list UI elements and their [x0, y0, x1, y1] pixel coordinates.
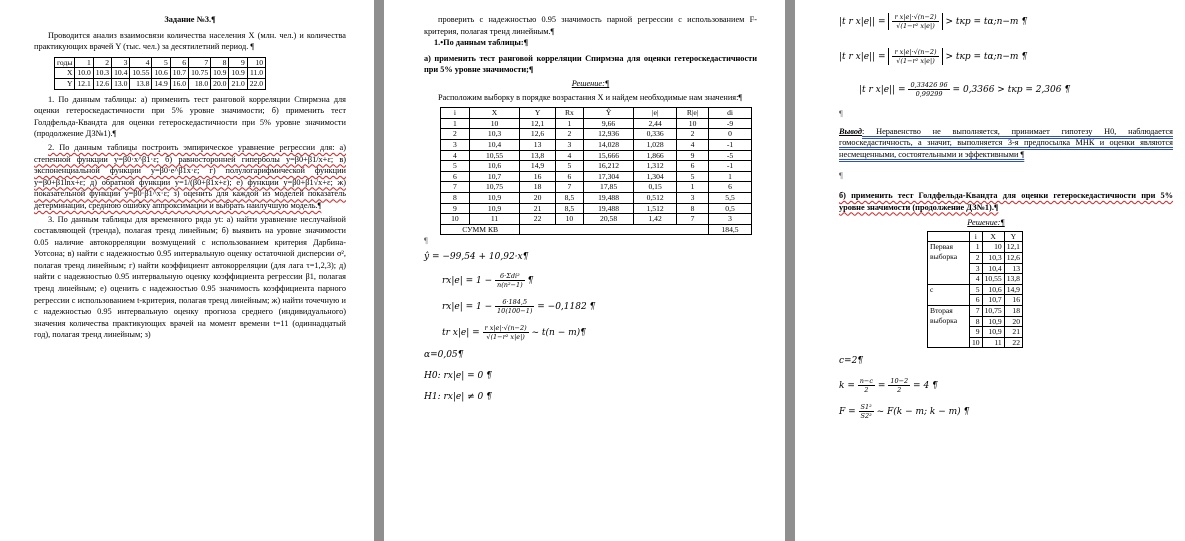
table-header-cell: Y	[520, 108, 556, 119]
source-data-table	[54, 57, 266, 90]
table-cell: 20	[1004, 316, 1022, 327]
table-row	[441, 150, 752, 161]
table-header-cell: 6	[170, 57, 188, 68]
table-cell: 1,866	[634, 150, 677, 161]
table-cell: 10,3	[982, 252, 1004, 263]
sum-value: 184,5	[709, 224, 752, 235]
task-title: Задание №3.¶	[164, 15, 216, 24]
table-cell: 16	[520, 171, 556, 182]
table-cell: 0,336	[634, 129, 677, 140]
table-cell: 10,9	[982, 327, 1004, 338]
table-header-cell: 4	[130, 57, 152, 68]
table-row	[441, 118, 752, 129]
table-header-cell: 1	[75, 57, 93, 68]
table-row	[928, 284, 1023, 295]
sum-label: СУММ КВ	[441, 224, 520, 235]
table-cell: 20	[520, 192, 556, 203]
table-cell: 16	[1004, 295, 1022, 306]
table-header-row	[441, 108, 752, 119]
table-cell: 10,9	[469, 203, 520, 214]
table-header-cell: di	[709, 108, 752, 119]
table-cell: 5	[555, 161, 583, 172]
table-cell: 13,8	[520, 150, 556, 161]
table-header-cell: 5	[152, 57, 170, 68]
table-cell: 13	[520, 139, 556, 150]
table-cell: 10,6	[469, 161, 520, 172]
table-cell: 12.1	[75, 78, 93, 89]
table-cell: 1	[677, 182, 709, 193]
table-cell: 6	[555, 171, 583, 182]
table-cell: 14,9	[1004, 284, 1022, 295]
inequality-3: |t r x|e|| = $\frac{0,33426 96}{0,99299}$ = 0,3366 > tкр = 2,306 ¶	[859, 81, 1071, 98]
pilcrow: ¶	[839, 171, 843, 181]
hypothesis-h0: H0: rx|e| = 0 ¶	[424, 371, 492, 382]
table-cell: 14.9	[152, 78, 170, 89]
table-cell: 2	[677, 129, 709, 140]
table-cell: 3	[709, 214, 752, 225]
table-cell: 16,212	[583, 161, 633, 172]
table-row	[441, 161, 752, 172]
table-cell: 9,66	[583, 118, 633, 129]
alpha-value: α=0,05¶	[424, 350, 464, 361]
table-cell: 20,58	[583, 214, 633, 225]
table-cell: 10,55	[469, 150, 520, 161]
table-cell: 0,512	[634, 192, 677, 203]
table-cell: 5	[970, 284, 983, 295]
table-cell: 8	[441, 192, 470, 203]
table-cell: 18	[1004, 305, 1022, 316]
table-cell: 2	[555, 129, 583, 140]
table-cell: 7	[677, 214, 709, 225]
table-cell: 14,028	[583, 139, 633, 150]
spearman-table	[440, 107, 752, 235]
table-cell: 10	[441, 214, 470, 225]
table-cell: 5	[677, 171, 709, 182]
table-cell: 22.0	[247, 78, 265, 89]
table-cell: 10	[982, 242, 1004, 253]
task-b-heading: б) применить тест Голдфельда-Квандта для оценки гетероскедастичности при 5% уровне значимости (продолжение ДЗ№1).¶	[839, 190, 1173, 212]
table-cell: 10,55	[982, 274, 1004, 285]
group-label: Вторая выборка	[928, 305, 970, 347]
table-cell: 10	[469, 118, 520, 129]
table-header-cell: 2	[93, 57, 111, 68]
table-row	[55, 68, 266, 79]
table-cell: 1,512	[634, 203, 677, 214]
table-cell: 1	[555, 118, 583, 129]
table-cell: 10.3	[93, 68, 111, 79]
table-cell: -5	[709, 150, 752, 161]
table-header-cell: i	[441, 108, 470, 119]
k-formula: k = $\frac{n-c}{2}$ = $\frac{10-2}{2}$ = 4 ¶	[839, 376, 938, 394]
table-cell: 21	[1004, 327, 1022, 338]
spearman-formula: rx|e| = 1 − $\frac{\text{6·Σdi²}}{\text{n(n²−1)}}$ ¶	[442, 272, 534, 290]
table-row	[441, 182, 752, 193]
sum-empty	[520, 224, 709, 235]
table-cell: 21	[520, 203, 556, 214]
table-cell: 10.7	[170, 68, 188, 79]
inequality-2: |t r x|e|| = $\frac{\text{r x|e|·√(n−2)}}{\text{√(1−r² x|e|)}}$ > tкр = tα;n−m ¶	[839, 48, 1028, 65]
continued-paragraph: проверить с надежностью 0.95 значимость парной регрессии с использованием F-критерия, полагая тренд линейным.¶	[424, 15, 757, 36]
table-cell: X	[55, 68, 75, 79]
table-cell: 11.0	[247, 68, 265, 79]
table-cell: -1	[709, 161, 752, 172]
table-cell: 11	[469, 214, 520, 225]
table-cell: 3	[441, 139, 470, 150]
table-header-cell: X	[982, 231, 1004, 242]
table-cell: 2	[441, 129, 470, 140]
table-cell: 10.4	[112, 68, 130, 79]
table-cell: 13.8	[130, 78, 152, 89]
table-header-row	[928, 231, 1023, 242]
table-cell: 12.6	[93, 78, 111, 89]
table-cell: 6	[441, 171, 470, 182]
table-header-row	[55, 57, 266, 68]
table-cell: -1	[709, 139, 752, 150]
c-value: c=2¶	[839, 356, 864, 367]
hypothesis-h1: H1: rx|e| ≠ 0 ¶	[424, 391, 492, 402]
table-cell: 13.0	[112, 78, 130, 89]
section-heading: 1.•По данным таблицы:¶	[434, 38, 529, 48]
table-cell: 12,1	[1004, 242, 1022, 253]
solution-label: Решение:¶	[967, 218, 1005, 228]
table-cell: 8	[970, 316, 983, 327]
table-row	[928, 305, 1023, 316]
table-cell: 7	[555, 182, 583, 193]
table-cell: 1,028	[634, 139, 677, 150]
table-cell: 12,6	[1004, 252, 1022, 263]
table-cell: 6	[970, 295, 983, 306]
table-cell: 4	[970, 274, 983, 285]
table-cell: 8	[677, 203, 709, 214]
table-header-cell: Y	[1004, 231, 1022, 242]
table-cell: Y	[55, 78, 75, 89]
table-cell: 10.6	[152, 68, 170, 79]
table-cell: 1	[709, 171, 752, 182]
table-cell: 2,44	[634, 118, 677, 129]
table-cell: 12,936	[583, 129, 633, 140]
t-statistic-formula: tr x|e| = $\frac{\text{r x|e|·√(n−2)}}{\text{√(1−r² x|e|)}}$ ~ t(n − m)¶	[442, 324, 586, 342]
table-cell: 4	[555, 150, 583, 161]
pilcrow: ¶	[839, 109, 843, 118]
item-3-paragraph: 3. По данным таблицы для временного ряда yt: а) найти уравнение неслучайной составляющей (тренда), полагая тренд линейным; б) выявить на уровне значимости 0.05 наличие автокорреляции возмущений с использованием критерия Дарбина-Уотсона; в) найти с надежностью 0.95 интервальную оценку остаточной дисперсии σ², полагая тренд линейным; г) найти коэффициент автокорреляции (для лага τ=1,2,3); д) найти с надежностью 0.95 интервальную оценку коэффициента регрессии β1, полагая тренд линейным; е) оценить с надежностью 0.95 значимость коэффициента парного регрессии с использованием t-критерия, полагая тренд линейным; ж) найти точечную и с надежностью 0.95 интервальную оценку прогноза среднего (индивидуального) значения количества практикующих врачей на момент времени t=11 (одиннадцатый год), полагая тренд линейным; з)	[34, 214, 346, 340]
conclusion-paragraph: Вывод: Неравенство не выполняется, принимает гипотезу H0, наблюдается гомоскедастичность, а значит, выполняется 3-я предпосылка МНК и оценки являются несмещенными, состоятельными и эффективными ¶	[839, 126, 1173, 159]
item-2-paragraph: 2. По данным таблицы построить эмпирическое уравнение регрессии для: а) степенной функции y=β0·x^β1·ε; б) равносторонней гиперболы y=β0+β1/x+ε; в) экспоненциальной функции y=β0·e^β1x·ε; г) полулогарифмической функции y=β0+β1lnx+ε; д) обратной функции y=1/(β0+β1x+ε); е) функции y=β0+β1√x+ε; ж) показательной функции y=β0·β1^x·ε; з) оценить для каждой из моделей показатель детерминации, среднюю ошибку аппроксимации и выбрать наилучшую модель.¶	[34, 142, 346, 210]
table-cell: 10,7	[982, 295, 1004, 306]
table-cell: 10,6	[982, 284, 1004, 295]
table-cell: 12,6	[520, 129, 556, 140]
table-row	[441, 139, 752, 150]
table-cell: 10	[555, 214, 583, 225]
table-row	[441, 129, 752, 140]
intro-paragraph: Проводится анализ взаимосвязи количества населения X (млн. чел.) и количества практикующих врачей Y (тыс. чел.) за десятилетний период. ¶	[34, 30, 346, 52]
f-formula: F = $\frac{\text{S1²}}{\text{S2²}}$ ~ F(k − m; k − m) ¶	[839, 402, 970, 420]
group-label: c	[928, 284, 970, 305]
goldfeld-quandt-table	[927, 231, 1023, 349]
spearman-value: rx|e| = 1 − $\frac{6\cdot 184,5}{10(100-1)}$ = −0,1182 ¶	[442, 298, 596, 316]
table-cell: 1,42	[634, 214, 677, 225]
table-cell: 11	[982, 337, 1004, 348]
table-cell: 7	[441, 182, 470, 193]
table-cell: 13,8	[1004, 274, 1022, 285]
table-cell: 10,4	[982, 263, 1004, 274]
table-cell: 12,1	[520, 118, 556, 129]
table-header-cell: 7	[189, 57, 211, 68]
table-cell: 10,3	[469, 129, 520, 140]
table-cell: 5,5	[709, 192, 752, 203]
table-cell: 10.75	[189, 68, 211, 79]
group-label: Первая выборка	[928, 242, 970, 284]
pilcrow: ¶	[424, 236, 428, 246]
table-header-cell: 3	[112, 57, 130, 68]
table-row	[55, 78, 266, 89]
table-cell: 0,5	[709, 203, 752, 214]
table-cell: 10.55	[130, 68, 152, 79]
item-1-paragraph: 1. По данным таблицы: а) применить тест ранговой корреляции Спирмэна для оценки гетероскедастичности при 5% уровне значимости; б) применить тест Голдфельда-Квандта для оценки гетероскедастичности при 5% уровне значимости (продолжение ДЗ№1).¶	[34, 94, 346, 139]
table-header-cell: Ŷ	[583, 108, 633, 119]
table-header-cell: Rx	[555, 108, 583, 119]
table-cell: 2	[970, 252, 983, 263]
table-cell: 1	[970, 242, 983, 253]
table-cell: 10.9	[229, 68, 247, 79]
table-cell: 6	[677, 161, 709, 172]
table-row	[441, 171, 752, 182]
table-cell: 4	[677, 139, 709, 150]
table-cell: 10.9	[211, 68, 229, 79]
table-header-cell: 10	[247, 57, 265, 68]
table-cell: 10,75	[982, 305, 1004, 316]
table-header-cell: 9	[229, 57, 247, 68]
table-row	[441, 214, 752, 225]
table-cell: 3	[970, 263, 983, 274]
table-cell: 19,488	[583, 192, 633, 203]
table-cell: 0	[709, 129, 752, 140]
table-cell: 10.0	[75, 68, 93, 79]
table-row	[928, 242, 1023, 253]
table-header-cell: годы	[55, 57, 75, 68]
table-cell: 18.0	[189, 78, 211, 89]
table-cell: 10	[677, 118, 709, 129]
table-row	[441, 203, 752, 214]
table-header-cell	[928, 231, 970, 242]
table-header-cell: X	[469, 108, 520, 119]
table-cell: 1,312	[634, 161, 677, 172]
table-cell: 7	[970, 305, 983, 316]
table-cell: 22	[520, 214, 556, 225]
table-cell: 18	[520, 182, 556, 193]
table-cell: 1	[441, 118, 470, 129]
table-cell: -9	[709, 118, 752, 129]
table-cell: 10,7	[469, 171, 520, 182]
table-header-cell: 8	[211, 57, 229, 68]
arrange-paragraph: Расположим выборку в порядке возрастания X и найдем необходимые нам значения:¶	[438, 92, 743, 102]
table-cell: 0,15	[634, 182, 677, 193]
table-cell: 10,75	[469, 182, 520, 193]
table-sum-row	[441, 224, 752, 235]
table-cell: 21.0	[229, 78, 247, 89]
table-row	[441, 192, 752, 203]
table-cell: 13	[1004, 263, 1022, 274]
table-cell: 20.0	[211, 78, 229, 89]
inequality-1: |t r x|e|| = $\frac{\text{r x|e|·√(n−2)}}{\text{√(1−r² x|e|)}}$ > tкр = tα;n−m ¶	[839, 13, 1028, 30]
table-cell: 6	[709, 182, 752, 193]
table-header-cell: R|e|	[677, 108, 709, 119]
table-cell: 10,4	[469, 139, 520, 150]
document-page-3	[795, 0, 1185, 541]
table-cell: 5	[441, 161, 470, 172]
table-cell: 3	[555, 139, 583, 150]
table-cell: 17,304	[583, 171, 633, 182]
document-page-2	[384, 0, 785, 541]
table-cell: 4	[441, 150, 470, 161]
table-cell: 9	[441, 203, 470, 214]
table-cell: 17,85	[583, 182, 633, 193]
table-cell: 10	[970, 337, 983, 348]
table-cell: 16.0	[170, 78, 188, 89]
table-cell: 8,5	[555, 203, 583, 214]
table-cell: 10,9	[982, 316, 1004, 327]
table-cell: 19,488	[583, 203, 633, 214]
regression-equation: ŷ = −99,54 + 10,92·x¶	[424, 251, 529, 262]
table-cell: 10,9	[469, 192, 520, 203]
table-cell: 9	[970, 327, 983, 338]
table-cell: 3	[677, 192, 709, 203]
document-page-1	[0, 0, 374, 541]
solution-label: Решение:¶	[571, 78, 610, 88]
table-cell: 9	[677, 150, 709, 161]
table-cell: 1,304	[634, 171, 677, 182]
table-cell: 22	[1004, 337, 1022, 348]
table-cell: 15,666	[583, 150, 633, 161]
table-cell: 8,5	[555, 192, 583, 203]
table-header-cell: i	[970, 231, 983, 242]
task-a-heading: а) применить тест ранговой корреляции Спирмэна для оценки гетероскедастичности при 5% уровне значимости;¶	[424, 53, 757, 75]
table-header-cell: |e|	[634, 108, 677, 119]
table-cell: 14,9	[520, 161, 556, 172]
